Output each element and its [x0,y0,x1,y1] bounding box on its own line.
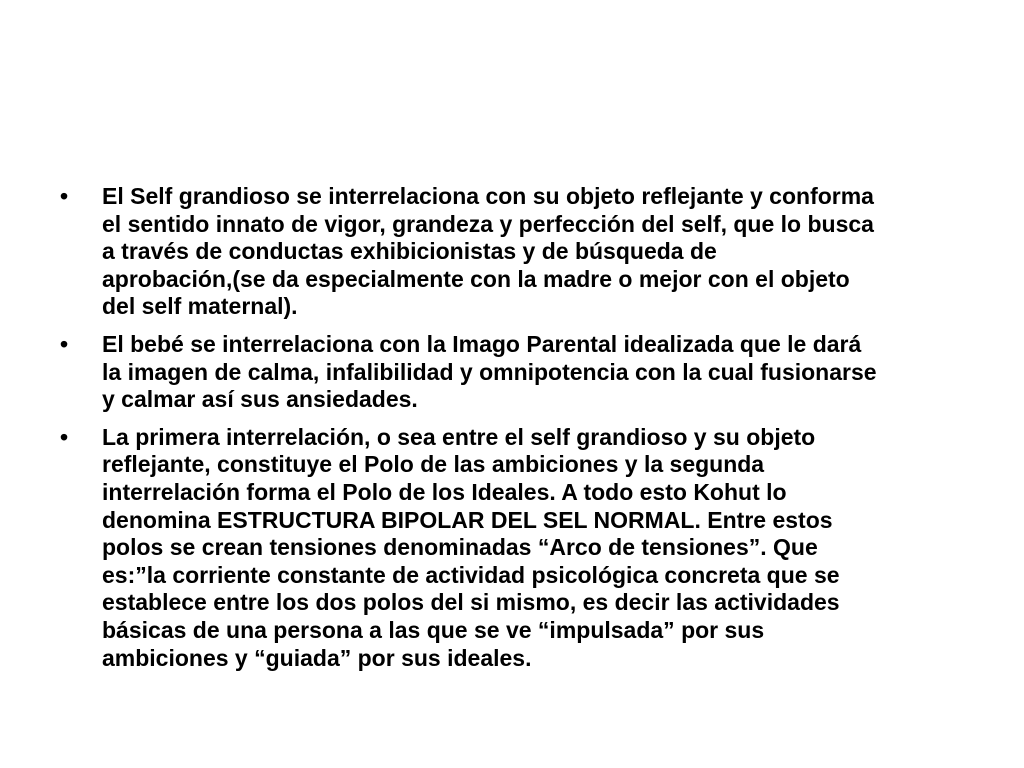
bullet-text: La primera interrelación, o sea entre el self grandioso y su objeto reflejante, constituye el Polo de las ambiciones y la segunda interrelación forma el Polo de los Ideales. A todo esto Kohut lo denomina ESTRUCTURA BIPOLAR DEL SEL NORMAL. Entre estos polos se crean tensiones denominadas “Arco de tensiones”. Que es:”la corriente constante de actividad psicológica concreta que se establece entre los dos polos del si mismo, es decir las actividades básicas de una persona a las que se ve “impulsada” por sus ambiciones y “guiada” por sus ideales. [102,423,840,671]
bullet-item-imago-parental [60,331,970,414]
bullet-marker-icon: • [60,423,69,450]
bullet-marker-icon: • [60,183,69,209]
bullet-item-estructura-bipolar [60,424,970,672]
bullet-text: El bebé se interrelaciona con la Imago Parental idealizada que le dará la imagen de calma, infalibilidad y omnipotencia con la cual fusionarse y calmar así sus ansiedades. [102,330,877,413]
bullet-list [60,183,970,682]
bullet-text: El Self grandioso se interrelaciona con su objeto reflejante y conforma el sentido innato de vigor, grandeza y perfección del self, que lo busca a través de conductas exhibicionistas y de búsqueda de aprobación,(se da especialmente con la madre o mejor con el objeto del self maternal). [102,183,874,320]
bullet-item-self-grandioso [60,183,970,321]
bullet-marker-icon: • [60,330,69,357]
